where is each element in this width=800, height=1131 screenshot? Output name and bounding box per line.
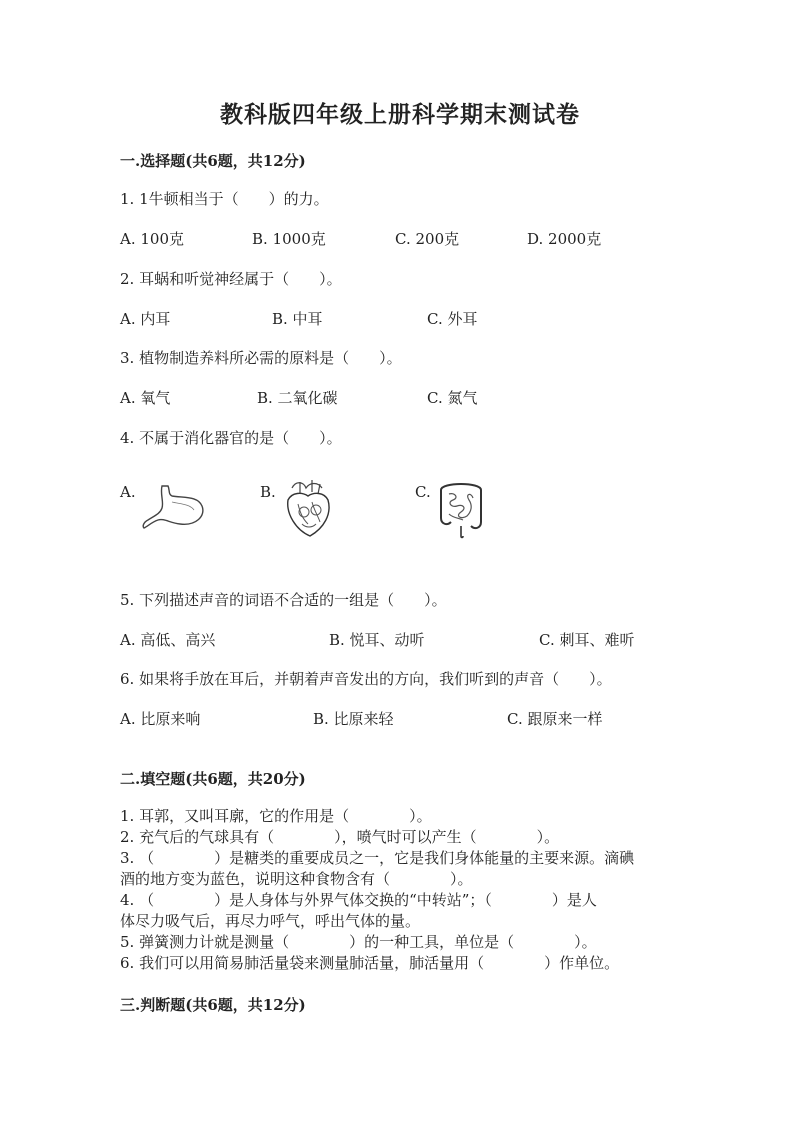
- question-5-stem: 5. 下列描述声音的词语不合适的一组是（ ）。: [120, 591, 447, 609]
- question-5-option-b: B. 悦耳、动听: [329, 631, 425, 649]
- fill-in-questions: [120, 806, 680, 974]
- section-heading-fill-in: 二.填空题(共6题，共20分): [120, 770, 306, 788]
- question-1-option-d: D. 2000克: [527, 230, 602, 248]
- question-4-option-c: C.: [415, 483, 431, 501]
- question-2-option-b: B. 中耳: [272, 310, 323, 328]
- question-2-option-c: C. 外耳: [427, 310, 478, 328]
- question-2-option-a: A. 内耳: [120, 310, 171, 328]
- question-6-option-a: A. 比原来响: [120, 710, 201, 728]
- section-heading-choice: 一.选择题(共6题，共12分): [120, 152, 306, 170]
- fill-in-line: 3. （ ）是糖类的重要成员之一，它是我们身体能量的主要来源。滴碘: [120, 849, 635, 867]
- fill-in-line: 2. 充气后的气球具有（ ），喷气时可以产生（ ）。: [120, 828, 560, 846]
- question-4-stem: 4. 不属于消化器官的是（ ）。: [120, 429, 342, 447]
- question-3-option-c: C. 氮气: [427, 389, 478, 407]
- fill-in-line: 酒的地方变为蓝色，说明这种食物含有（ ）。: [120, 870, 473, 888]
- fill-in-line: 1. 耳郭，又叫耳廓，它的作用是（ ）。: [120, 807, 432, 825]
- fill-in-line: 体尽力吸气后，再尽力呼气，呼出气体的量。: [120, 912, 421, 930]
- question-1-stem: 1. 1牛顿相当于（ ）的力。: [120, 190, 329, 208]
- question-1-option-b: B. 1000克: [252, 230, 326, 248]
- intestine-icon: [435, 478, 487, 540]
- question-4-option-a: A.: [120, 483, 136, 501]
- section-heading-true-false: 三.判断题(共6题，共12分): [120, 996, 306, 1014]
- question-2-stem: 2. 耳蜗和听觉神经属于（ ）。: [120, 270, 342, 288]
- question-5-option-a: A. 高低、高兴: [120, 631, 216, 649]
- question-1-option-a: A. 100克: [120, 230, 184, 248]
- question-3-option-a: A. 氧气: [120, 389, 171, 407]
- question-5-option-c: C. 刺耳、难听: [539, 631, 635, 649]
- question-3-stem: 3. 植物制造养料所必需的原料是（ ）。: [120, 349, 402, 367]
- question-6-option-b: B. 比原来轻: [313, 710, 394, 728]
- heart-icon: [278, 478, 338, 540]
- page-title: 教科版四年级上册科学期末测试卷: [220, 101, 580, 128]
- fill-in-line: 6. 我们可以用简易肺活量袋来测量肺活量，肺活量用（ ）作单位。: [120, 954, 620, 972]
- stomach-icon: [140, 482, 210, 532]
- fill-in-line: 5. 弹簧测力计就是测量（ ）的一种工具，单位是（ ）。: [120, 933, 597, 951]
- fill-in-line: 4. （ ）是人身体与外界气体交换的“中转站”；（ ）是人: [120, 891, 597, 909]
- question-3-option-b: B. 二氧化碳: [257, 389, 338, 407]
- question-4-option-b: B.: [260, 483, 276, 501]
- question-1-option-c: C. 200克: [395, 230, 460, 248]
- question-6-option-c: C. 跟原来一样: [507, 710, 603, 728]
- question-6-stem: 6. 如果将手放在耳后，并朝着声音发出的方向，我们听到的声音（ ）。: [120, 670, 612, 688]
